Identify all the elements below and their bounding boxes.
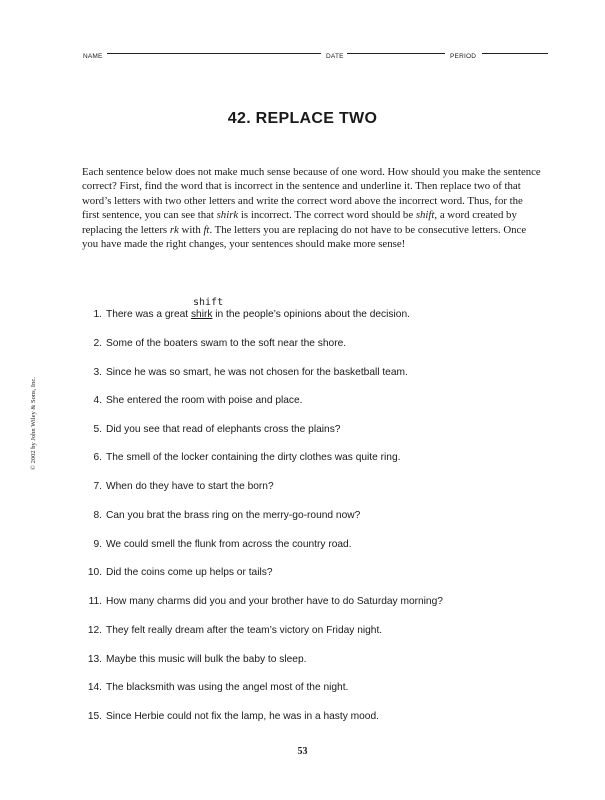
sentence-item: 7. When do they have to start the born? xyxy=(93,481,274,492)
sentence-item: 12. They felt really dream after the team’s victory on Friday night. xyxy=(87,625,383,636)
underlined-word: shirk xyxy=(190,309,213,320)
name-label: NAME xyxy=(83,53,103,60)
sentence-item: 5. Did you see that read of elephants cross the plains? xyxy=(93,424,341,435)
worksheet-title: 42. REPLACE TWO xyxy=(227,110,378,127)
instructions-paragraph: Each sentence below does not make much sense because of one word. How should you make the sentence correct? First, find the word that is incorrect in the sentence and underline it. Then replace two of that word’s letters with two other letters and write the correct word above the incorrect word. Thus, for the first sentence, you can see that shirk is incorrect. The correct word should be shift, a word created by replacing the letters rk with ft. The letters you are replacing do not have to be consecutive letters. Once you have made the right changes, your sentences should make more sense! xyxy=(82,166,541,251)
sentence-item: 9. We could smell the flunk from across the country road. xyxy=(93,539,352,550)
example-correction: shift xyxy=(193,297,224,308)
period-blank[interactable] xyxy=(482,53,548,54)
copyright-notice: © 2002 by John Wiley & Sons, Inc. xyxy=(30,377,37,470)
date-blank[interactable] xyxy=(347,53,445,54)
sentence-item: 13. Maybe this music will bulk the baby to sleep. xyxy=(87,654,307,665)
period-label: PERIOD xyxy=(450,53,477,60)
sentence-item: 6. The smell of the locker containing the dirty clothes was quite ring. xyxy=(93,452,401,463)
sentence-item: 2. Some of the boaters swam to the soft near the shore. xyxy=(93,338,347,349)
sentence-item: 4. She entered the room with poise and place. xyxy=(93,395,303,406)
sentence-item: 1. There was a great shirk in the people’s opinions about the decision. xyxy=(93,309,410,320)
sentence-item: 11. How many charms did you and your brother have to do Saturday morning? xyxy=(88,596,443,607)
sentence-item: 15. Since Herbie could not fix the lamp, he was in a hasty mood. xyxy=(87,711,379,722)
student-info-header xyxy=(83,53,548,67)
sentence-item: 8. Can you brat the brass ring on the merry-go-round now? xyxy=(93,510,361,521)
sentence-item: 10. Did the coins come up helps or tails? xyxy=(87,567,273,578)
sentence-item: 3. Since he was so smart, he was not chosen for the basketball team. xyxy=(93,367,408,378)
name-blank[interactable] xyxy=(107,53,321,54)
date-label: DATE xyxy=(326,53,344,60)
sentence-item: 14. The blacksmith was using the angel most of the night. xyxy=(87,682,349,693)
page-number: 53 xyxy=(297,746,308,757)
